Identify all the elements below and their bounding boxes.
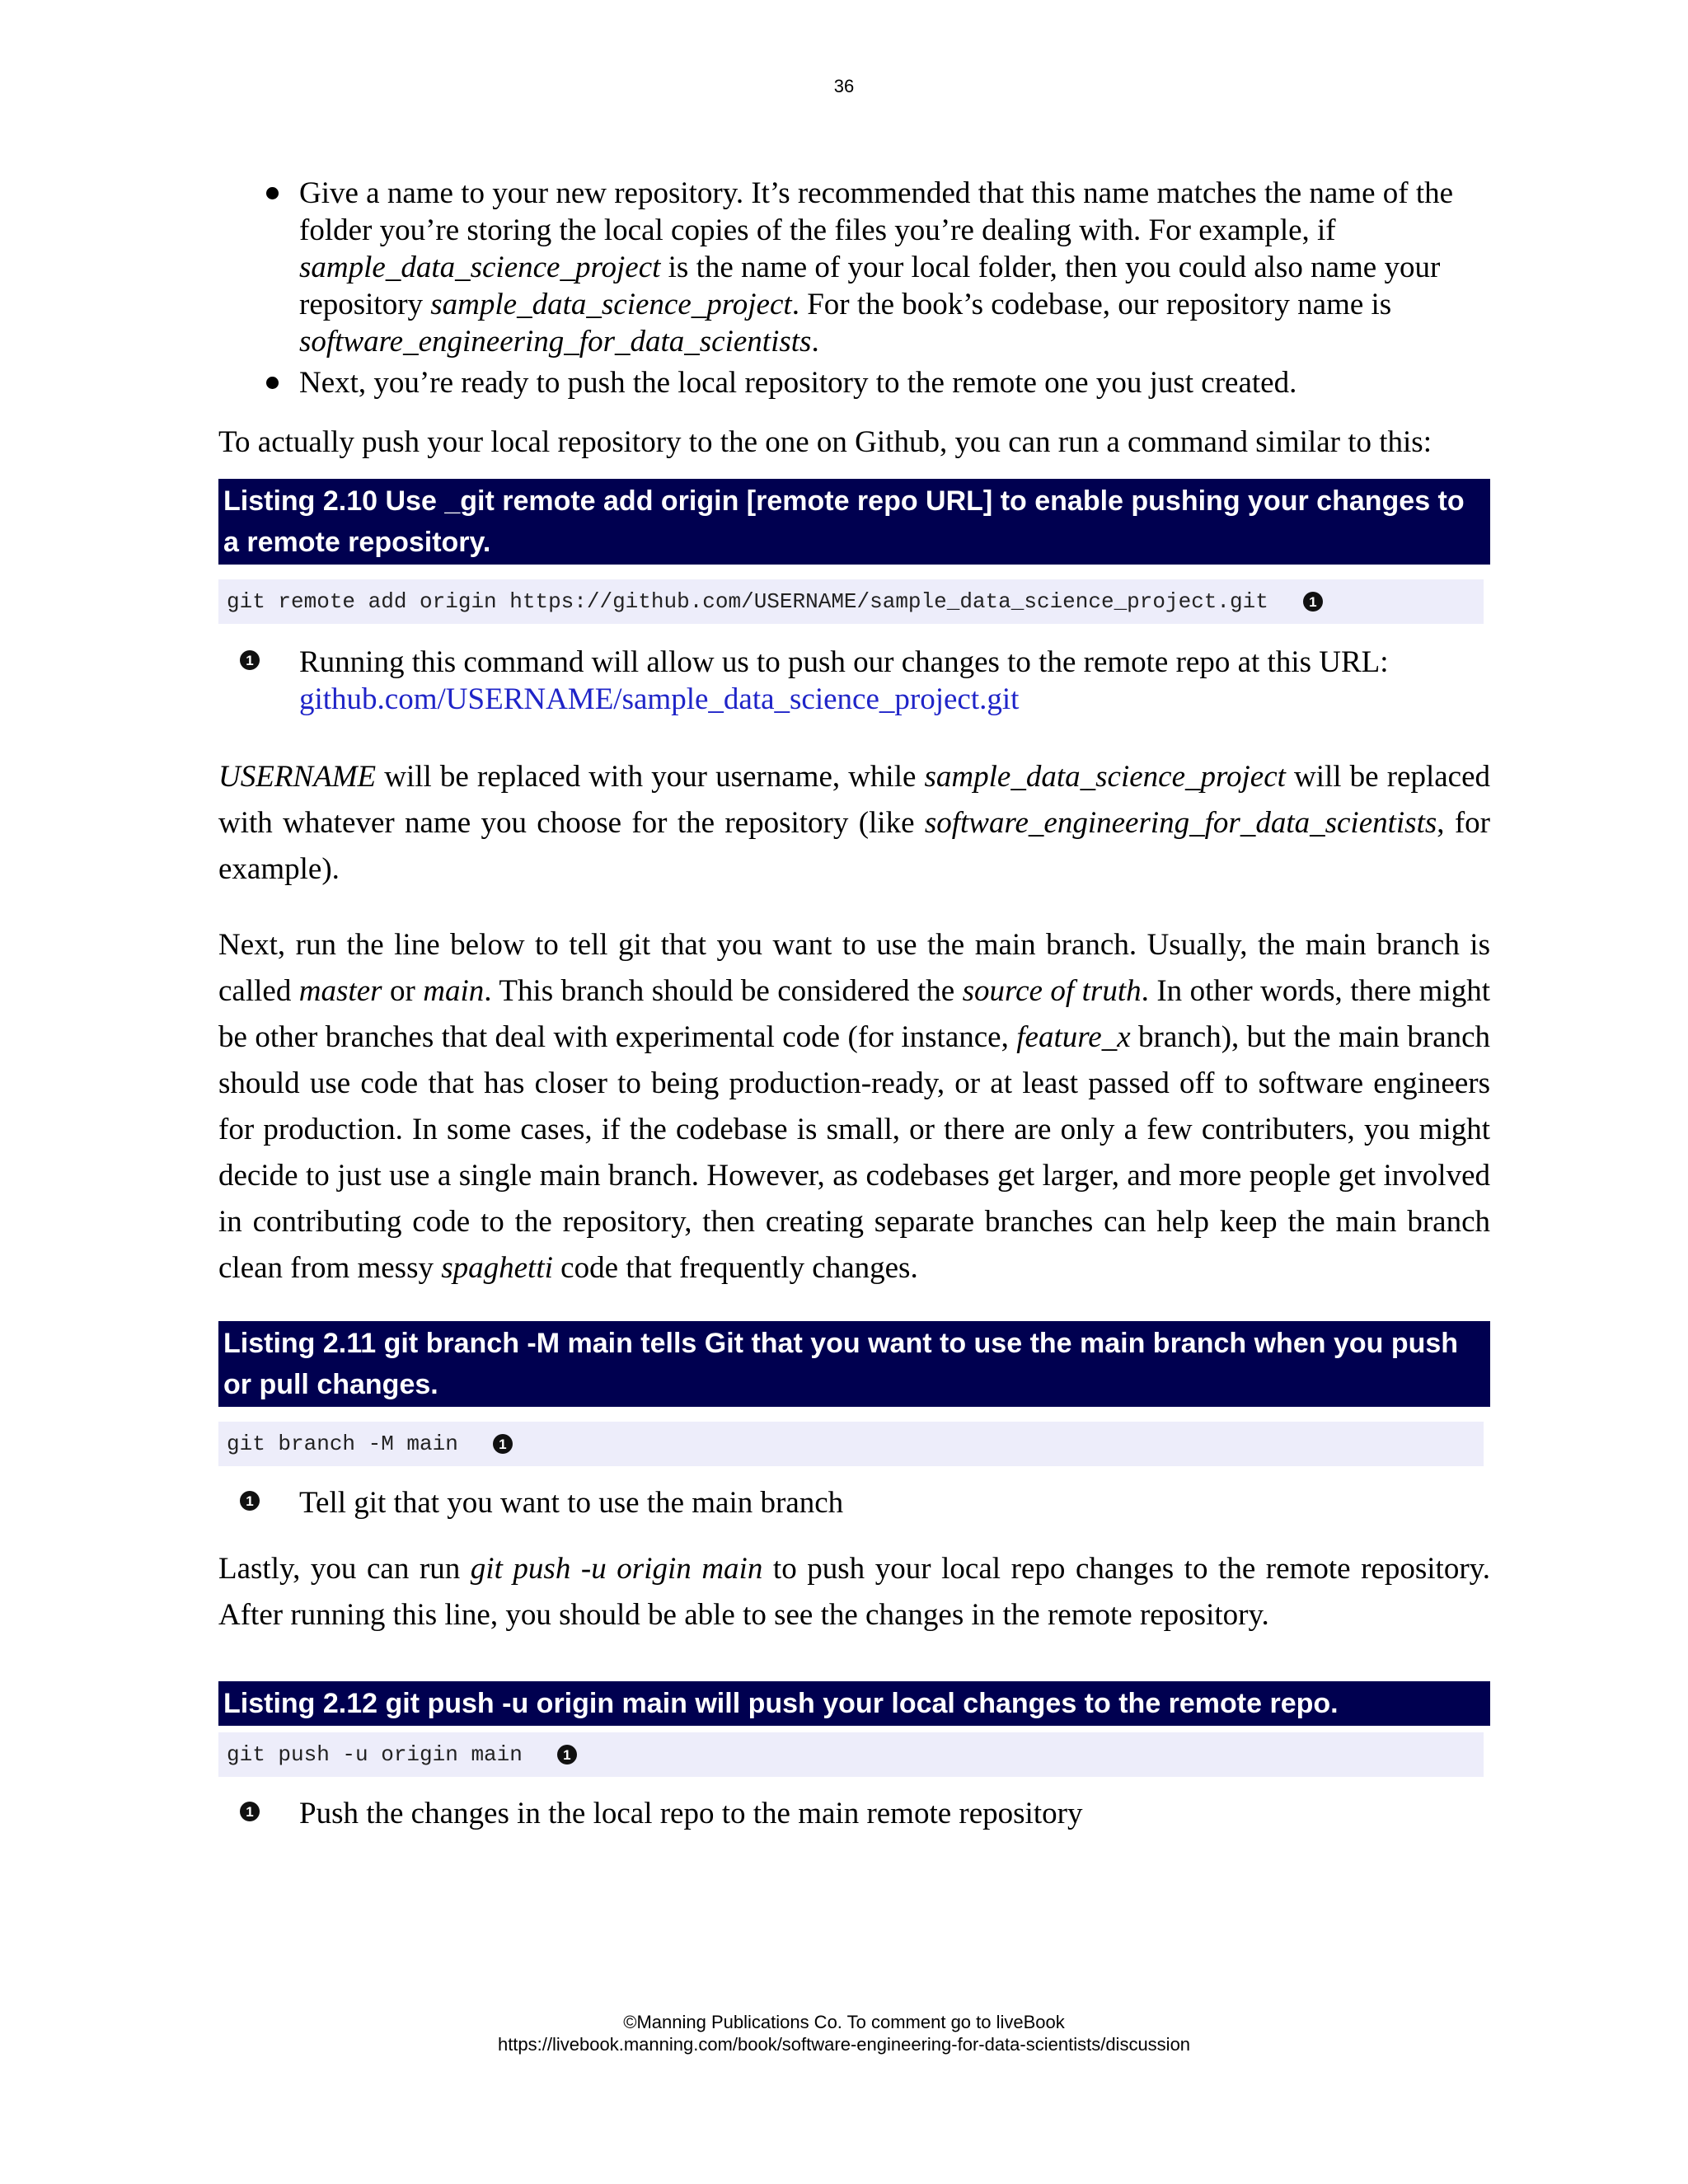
text-run: . This branch should be considered the	[484, 974, 963, 1008]
listing-2-11	[218, 1321, 1490, 1521]
listing-title: Listing 2.11 git branch -M main tells Git that you want to use the main branch when you push or pull changes.	[218, 1321, 1490, 1407]
italic-spaghetti: spaghetti	[441, 1251, 553, 1285]
italic-project-name: sample_data_science_project	[924, 760, 1286, 794]
text-run: , for example).	[218, 806, 1490, 886]
italic-command: git push -u origin main	[470, 1552, 763, 1586]
footer-url[interactable]: https://livebook.manning.com/book/software-engineering-for-data-scientists/discussion	[497, 2034, 1191, 2055]
annotation-text: Running this command will allow us to push our changes to the remote repo at this URL:	[299, 645, 1389, 679]
listing-2-12	[218, 1681, 1490, 1832]
bullet-item-name-repo	[218, 175, 1490, 360]
bullet-dot-icon	[266, 377, 279, 389]
page-footer	[0, 2011, 1688, 2055]
italic-repo-name: sample_data_science_project	[430, 288, 792, 321]
callout-number-icon: 1	[493, 1434, 513, 1454]
paragraph-git-push	[218, 1546, 1490, 1638]
paragraph-push-intro: To actually push your local repository to the one on Github, you can run a command similar to this:	[218, 425, 1432, 459]
code-annotation	[218, 1795, 1490, 1832]
bullet-text: is the name of your local folder, then you could also name your repository	[299, 251, 1441, 321]
text-run: will be replaced with whatever name you choose for the repository (like	[218, 760, 1490, 840]
annotation-text: Tell git that you want to use the main branch	[299, 1486, 844, 1520]
paragraph-main-branch	[218, 922, 1490, 1291]
italic-source-of-truth: source of truth	[962, 974, 1142, 1008]
italic-book-repo-name: software_engineering_for_data_scientists	[924, 806, 1437, 840]
text-run: Lastly, you can run	[218, 1552, 471, 1586]
italic-username: USERNAME	[218, 760, 377, 794]
bullet-text: Next, you’re ready to push the local repository to the remote one you just created.	[299, 366, 1297, 400]
callout-number-icon: 1	[240, 650, 260, 670]
italic-folder-name: sample_data_science_project	[299, 251, 661, 284]
text-run: to push your local repo changes to the remote repository. After running this line, you should be able to see the changes in the remote repository.	[218, 1552, 1490, 1632]
text-run: will be replaced with your username, while	[376, 760, 925, 794]
bullet-text: .	[811, 325, 819, 359]
code-block	[218, 1422, 1484, 1466]
bullet-item-push	[218, 364, 1490, 401]
bullet-list	[218, 175, 1490, 401]
callout-number-icon: 1	[240, 1802, 260, 1821]
text-run: Next, run the line below to tell git that you want to use the main branch. Usually, the main branch is called	[218, 928, 1490, 1008]
italic-feature-x: feature_x	[1016, 1020, 1131, 1054]
page-content	[218, 175, 1490, 1832]
text-run: code that frequently changes.	[552, 1251, 918, 1285]
italic-master: master	[298, 974, 382, 1008]
listing-title: Listing 2.12 git push -u origin main will push your local changes to the remote repo.	[218, 1681, 1490, 1726]
paragraph-username	[218, 754, 1490, 893]
callout-number-icon: 1	[557, 1745, 577, 1765]
code-block	[218, 1732, 1484, 1777]
annotation-text: Push the changes in the local repo to the main remote repository	[299, 1797, 1083, 1830]
footer-copyright: ©Manning Publications Co. To comment go to liveBook	[623, 2012, 1065, 2032]
callout-number-icon: 1	[240, 1491, 260, 1511]
page-number: 36	[833, 76, 855, 96]
code-line: git push -u origin main	[227, 1742, 523, 1767]
text-run: or	[382, 974, 424, 1008]
text-run: branch), but the main branch should use code that has closer to being production-ready, or at least passed off to software engineers for production. In some cases, if the codebase is small, or there are only a few contributers, you might decide to just use a single main branch. However, as codebases get larger, and more people get involved in contributing code to the repository, then creating separate branches can help keep the main branch clean from messy	[218, 1020, 1491, 1285]
code-line: git remote add origin https://github.com/USERNAME/sample_data_science_project.git	[227, 589, 1268, 614]
repo-url-link[interactable]: github.com/USERNAME/sample_data_science_project.git	[299, 682, 1020, 716]
bullet-dot-icon	[266, 187, 279, 199]
text-run: . In other words, there might be other branches that deal with experimental code (for instance,	[218, 974, 1491, 1054]
code-annotation	[218, 644, 1490, 718]
bullet-text: . For the book’s codebase, our repository name is	[791, 288, 1392, 321]
code-line: git branch -M main	[227, 1432, 458, 1456]
italic-main: main	[423, 974, 485, 1008]
listing-title: Listing 2.10 Use _git remote add origin [remote repo URL] to enable pushing your changes to a remote repository.	[218, 479, 1490, 565]
code-block	[218, 579, 1484, 624]
callout-number-icon: 1	[1303, 592, 1323, 612]
italic-book-repo-name: software_engineering_for_data_scientists	[299, 325, 812, 359]
listing-2-10	[218, 479, 1490, 718]
code-annotation	[218, 1484, 1490, 1521]
bullet-text: Give a name to your new repository. It’s recommended that this name matches the name of the folder you’re storing the local copies of the files you’re dealing with. For example, if	[299, 176, 1454, 247]
